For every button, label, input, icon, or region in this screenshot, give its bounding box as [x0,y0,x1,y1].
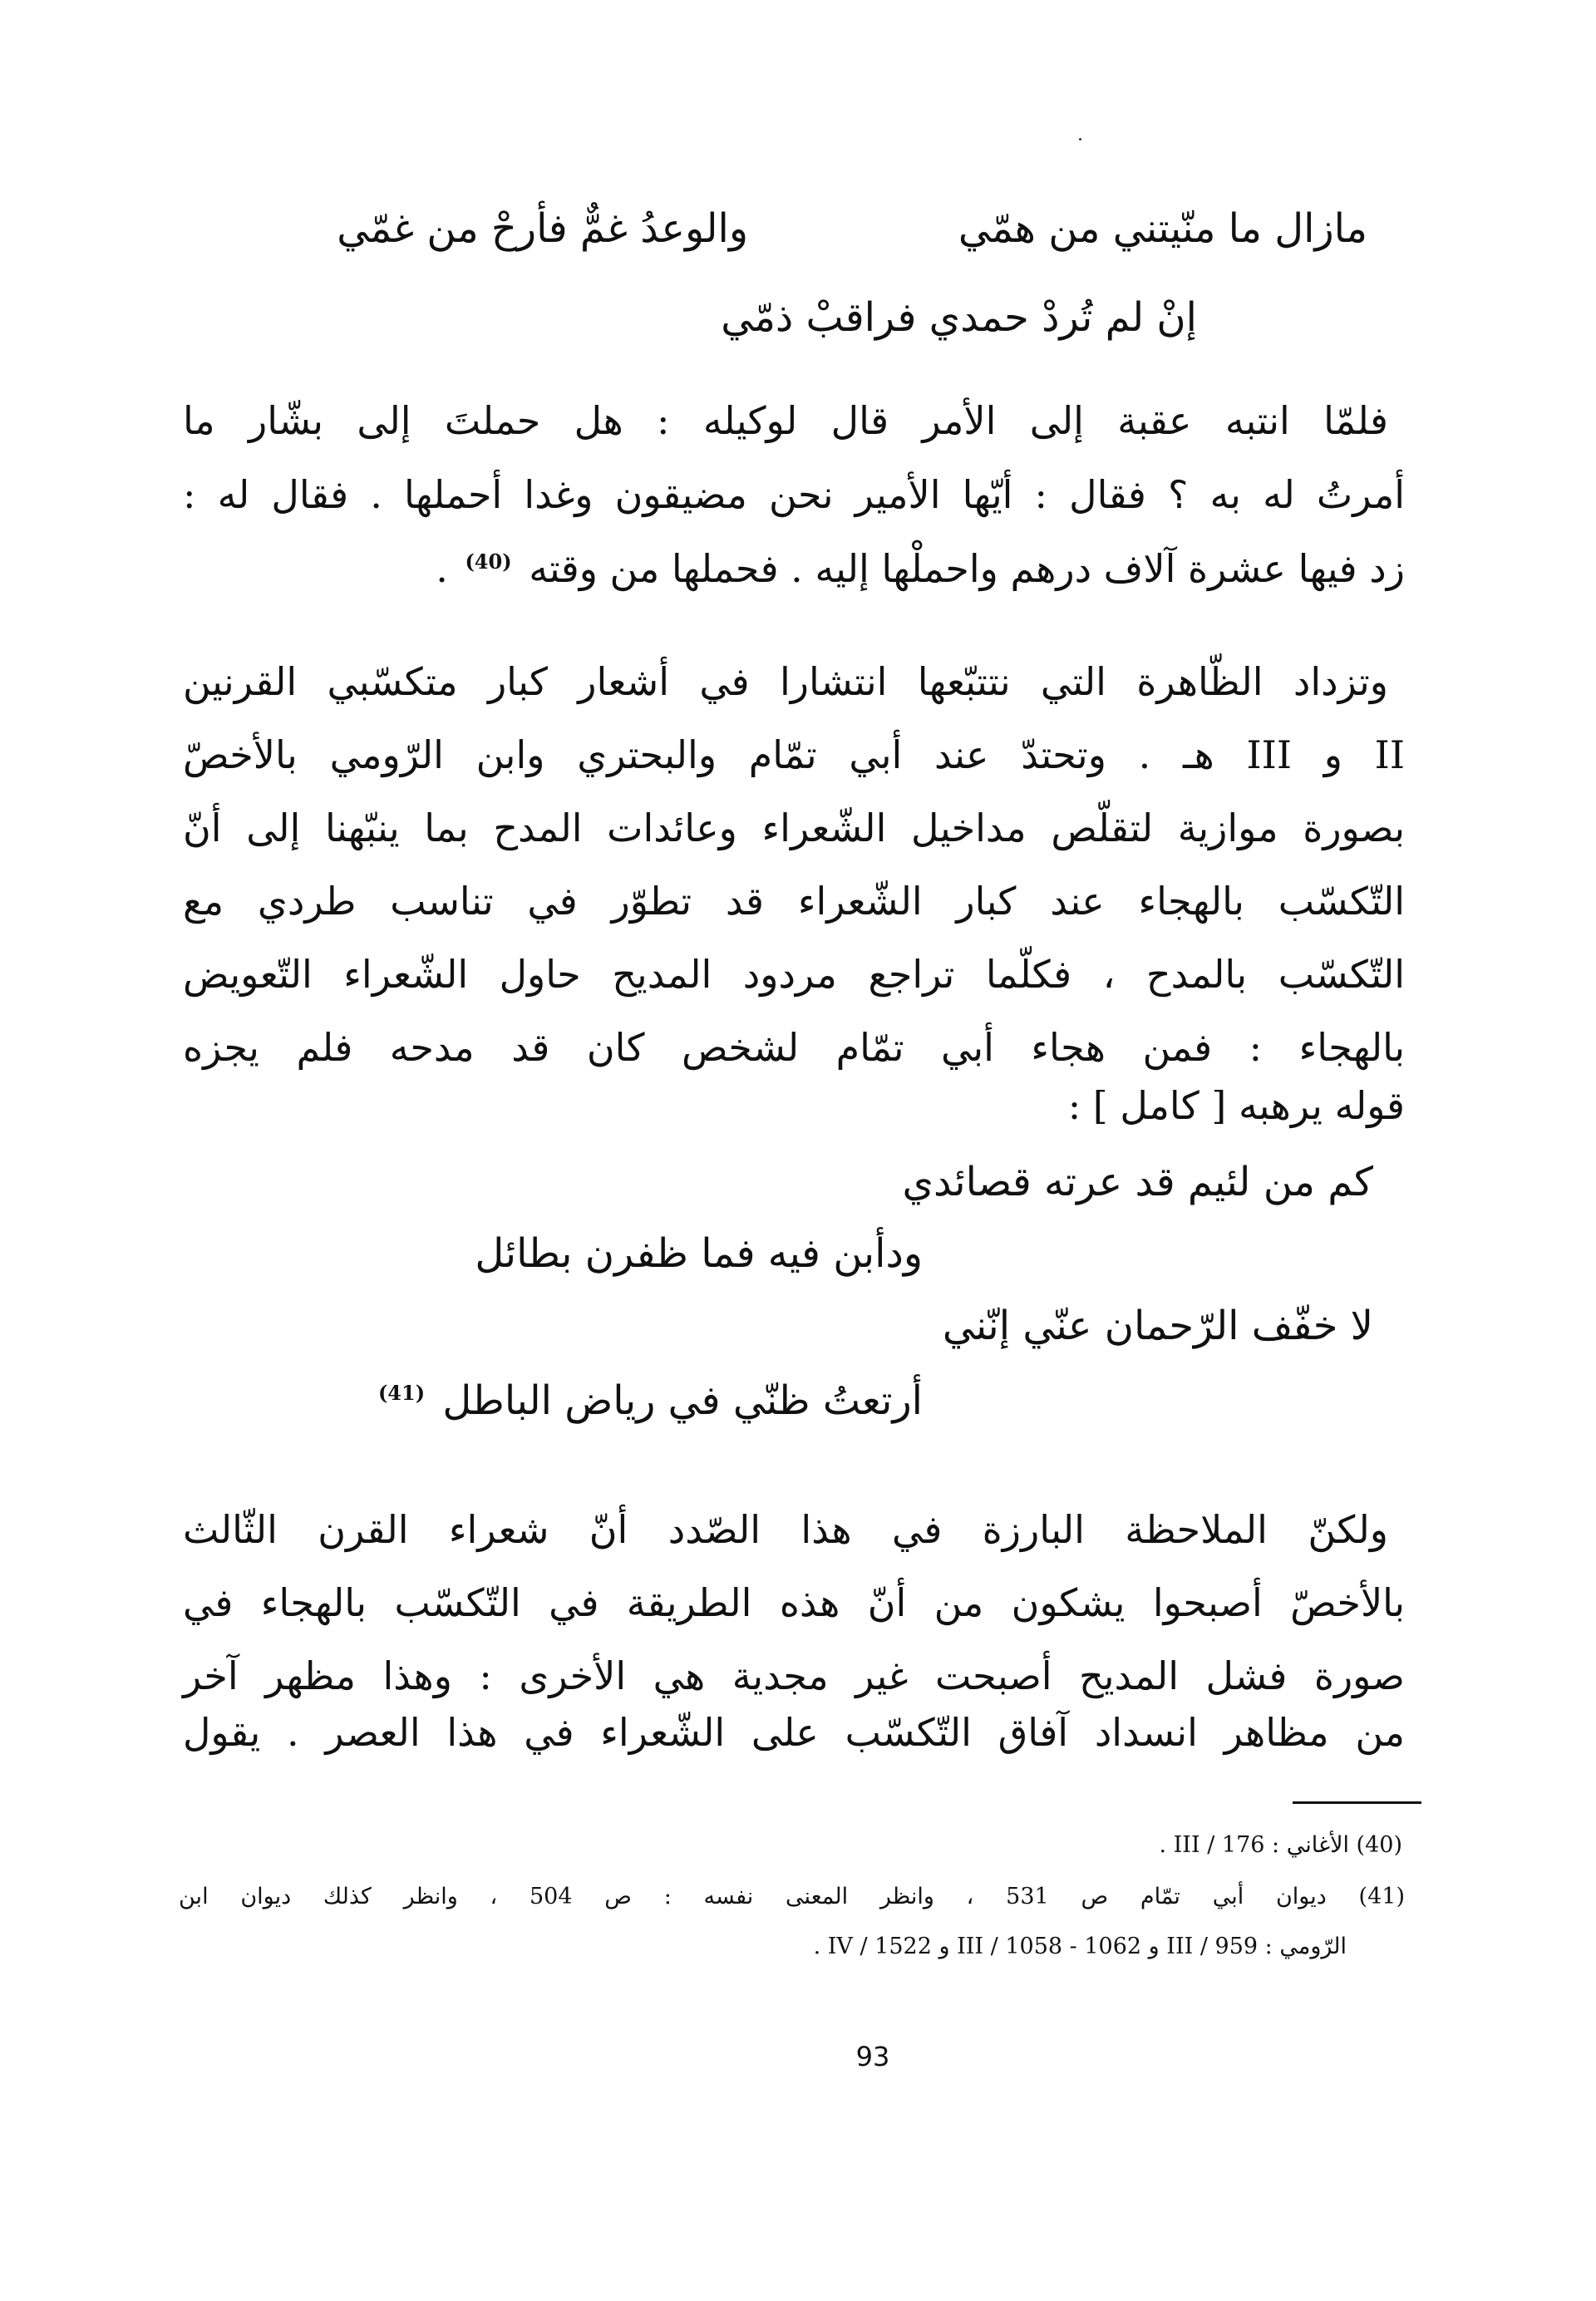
verse-text: مازال ما منّيتني من همّي [958,205,1367,252]
footnote-ref-41[interactable]: (41) [377,1381,426,1405]
paragraph3-line1: ولكنّ الملاحظة البارزة في هذا الصّدد أنّ شعراء القرن الثّالث [183,1507,1388,1552]
page-number: 93 [855,2041,890,2072]
paragraph2-line4: التّكسّب بالهجاء عند كبار الشّعراء قد تطوّر في تناسب طردي مع [183,879,1405,924]
paragraph1-line2: أمرتُ له به ؟ فقال : أيّها الأمير نحن مضيقون وغدا أحملها . فقال له : [183,472,1405,517]
verse-line1-hemistich1 [958,204,1367,254]
verse-line1-hemistich2 [337,204,748,254]
paragraph2-line7: قوله يرهبه [ كامل ] : [1067,1083,1405,1128]
verse-text: والوعدُ غمٌّ فأرحْ من غمّي [337,205,748,252]
footnote-41-line1: (41) ديوان أبي تمّام ص 531 ، وانظر المعنى نفسه : ص 504 ، وانظر كذلك ديوان ابن [179,1884,1405,1909]
footnote-41-line2: الرّومي : III / 959 و III / 1058 - 1062 و IV / 1522 . [813,1934,1347,1959]
verse-line2 [721,293,1197,342]
poem-line4: أرتعتُ ظنّي في رياض الباطل $^{(41)}$ [377,1377,923,1424]
verse-text: إنْ لم تُردْ حمدي فراقبْ ذمّي [721,294,1197,341]
footnote-ref-40[interactable]: (40) [465,549,512,574]
paragraph3-line3: صورة فشل المديح أصبحت غير مجدية هي الأخرى : وهذا مظهر آخر [183,1653,1405,1698]
paragraph3-line4: من مظاهر انسداد آفاق التّكسّب على الشّعراء في هذا العصر . يقول [183,1710,1405,1755]
poem-line1: كم من لئيم قد عرته قصائدي [902,1159,1373,1205]
paragraph3-line2: بالأخصّ أصبحوا يشكون من أنّ هذه الطريقة في التّكسّب بالهجاء في [183,1580,1405,1625]
paragraph1-line3: زد فيها عشرة آلاف درهم واحملْها إليه . فحملها من وقته $^{(40)}$ . [436,546,1405,591]
end-punctuation: . [436,546,448,591]
paragraph2-line1: وتزداد الظّاهرة التي نتتبّعها انتشارا في أشعار كبار متكسّبي القرنين [183,659,1388,704]
scan-speck [1079,138,1081,140]
paragraph2-line2: II و III هـ . وتحتدّ عند أبي تمّام والبحتري وابن الرّومي بالأخصّ [183,732,1405,777]
paragraph2-line5: التّكسّب بالمدح ، فكلّما تراجع مردود المديح حاول الشّعراء التّعويض [183,952,1405,997]
paragraph2-line6: بالهجاء : فمن هجاء أبي تمّام لشخص كان قد مدحه فلم يجزه [183,1025,1405,1070]
paragraph2-line3: بصورة موازية لتقلّص مداخيل الشّعراء وعائدات المدح بما ينبّهنا إلى أنّ [183,806,1405,850]
paragraph1-line1: فلمّا انتبه عقبة إلى الأمر قال لوكيله : هل حملتَ إلى بشّار ما [183,398,1388,443]
poem-line3: لا خفّف الرّحمان عنّي إنّني [942,1303,1373,1349]
footnote-40: (40) الأغاني : III / 176 . [1159,1832,1402,1858]
footnote-separator [1293,1801,1421,1804]
poem-line2: ودأبن فيه فما ظفرن بطائل [475,1230,923,1277]
